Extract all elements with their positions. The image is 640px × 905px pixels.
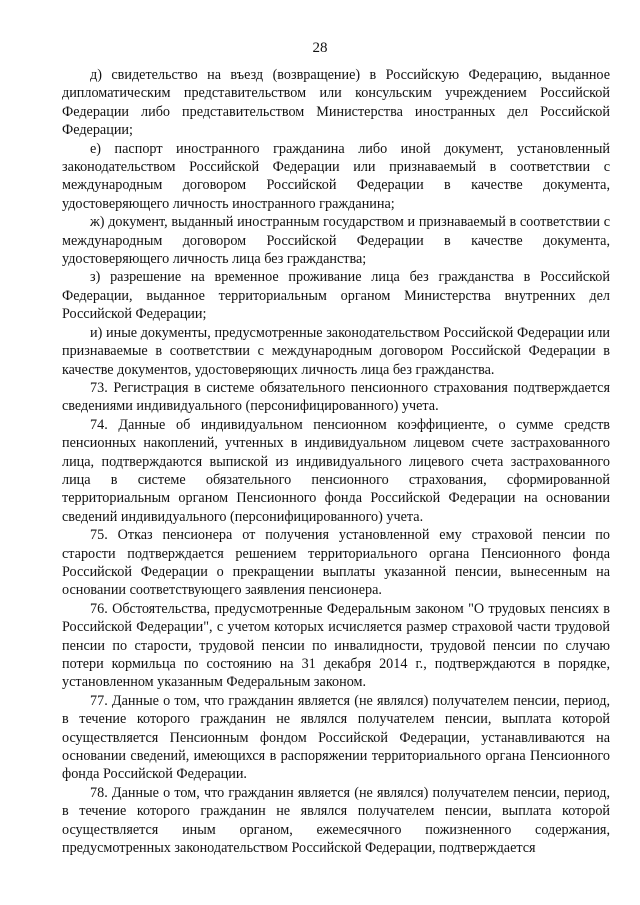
- paragraph-77: 77. Данные о том, что гражданин является (не являлся) получателем пенсии, период, в течение которого гражданин не являлся получателем пенсии, выплата которой осуществляется Пенсионным фондом Российской Федерации, устанавливаются на основании сведений, имеющихся в распоряжении территориального органа Пенсионного фонда Российской Федерации.: [62, 692, 610, 783]
- paragraph-73: 73. Регистрация в системе обязательного пенсионного страхования подтверждается сведениями индивидуального (персонифицированного) учета.: [62, 379, 610, 415]
- paragraph-item-d: д) свидетельство на въезд (возвращение) в Российскую Федерацию, выданное дипломатическим представительством или консульским учреждением Российской Федерации либо представительством Министерства иностранных дел Российской Федерации;: [62, 67, 610, 139]
- paragraph-item-e: е) паспорт иностранного гражданина либо иной документ, установленный законодательством Российской Федерации или признаваемый в соответствии с международным договором Российской Федерации в качестве документа, удостоверяющего личность иностранного гражданина;: [62, 140, 610, 212]
- paragraph-74: 74. Данные об индивидуальном пенсионном коэффициенте, о сумме средств пенсионных накоплений, учтенных в индивидуальном лицевом счете застрахованного лица, подтверждаются выпиской из индивидуального лицевого счета застрахованного лица в системе обязательного пенсионного страхования, сформированной территориальным органом Пенсионного фонда Российской Федерации на основании сведений индивидуального (персонифицированного) учета.: [62, 416, 610, 525]
- paragraph-78: 78. Данные о том, что гражданин является (не являлся) получателем пенсии, период, в течение которого гражданин не являлся получателем пенсии, выплата которой осуществляется иным органом, ежемесячного пожизненного содержания, предусмотренных законодательством Российской Федерации, подтверждается: [62, 784, 610, 857]
- paragraph-item-zh: ж) документ, выданный иностранным государством и признаваемый в соответствии с международным договором Российской Федерации в качестве документа, удостоверяющего личность лица без гражданства;: [62, 214, 610, 268]
- paragraph-76: 76. Обстоятельства, предусмотренные Федеральным законом "О трудовых пенсиях в Российской Федерации", с учетом которых исчисляется размер страховой части трудовой пенсии по старости, трудовой пенсии по инвалидности, трудовой пенсии по случаю потери кормильца по состоянию на 31 декабря 2014 г., подтверждаются в порядке, установленном указанным Федеральным законом.: [62, 600, 610, 691]
- document-body: [62, 66, 610, 857]
- paragraph-75: 75. Отказ пенсионера от получения установленной ему страховой пенсии по старости подтверждается решением территориального органа Пенсионного фонда Российской Федерации о прекращении выплаты указанной пенсии, вынесенным на основании соответствующего заявления пенсионера.: [62, 527, 610, 599]
- paragraph-item-z: з) разрешение на временное проживание лица без гражданства в Российской Федерации, выданное территориальным органом Министерства внутренних дел Российской Федерации;: [62, 269, 610, 323]
- page-number: 28: [312, 40, 328, 56]
- paragraph-item-i: и) иные документы, предусмотренные законодательством Российской Федерации или признаваемые в соответствии с международным договором Российской Федерации в качестве документов, удостоверяющих личность лица без гражданства.: [62, 324, 610, 378]
